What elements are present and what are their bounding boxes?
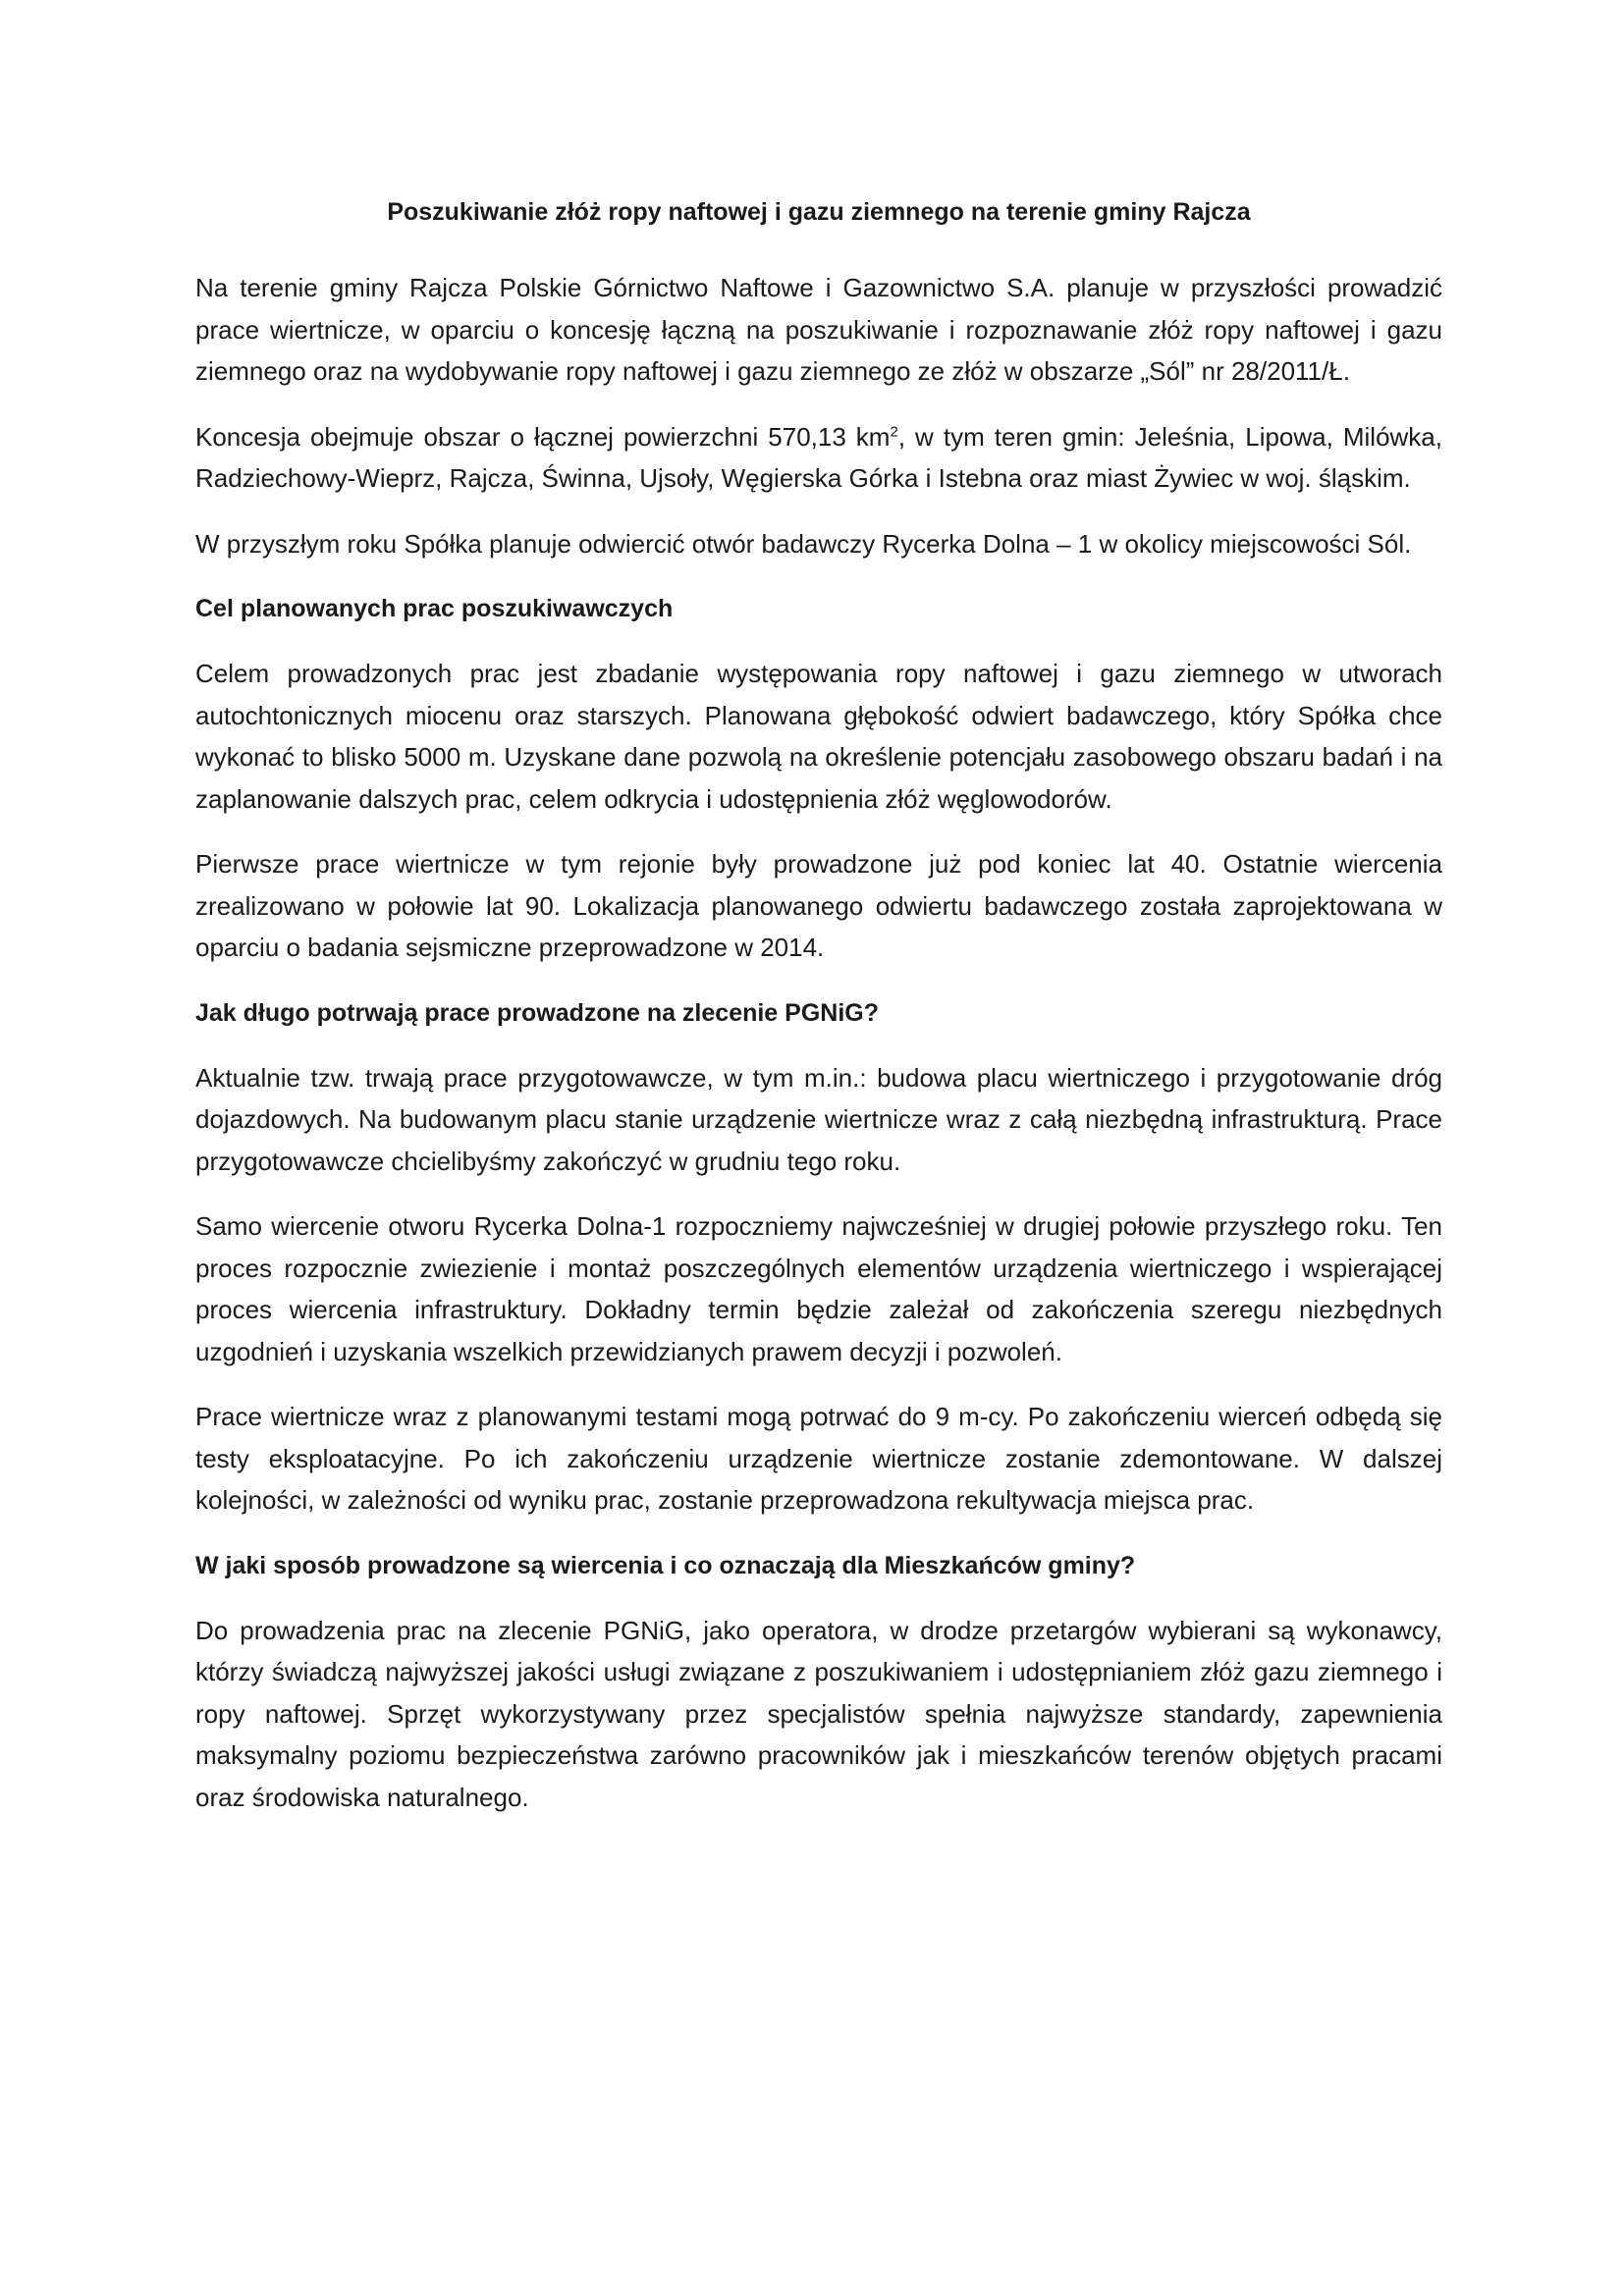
intro-paragraph-1: Na terenie gminy Rajcza Polskie Górnictwo Naftowe i Gazownictwo S.A. planuje w przyszłości prowadzić prace wiertnicze, w oparciu o koncesję łączną na poszukiwanie i rozpoznawanie złóż ropy naftowej i gazu ziemnego oraz na wydobywanie ropy naftowej i gazu ziemnego ze złóż w obszarze „Sól” nr 28/2011/Ł.	[195, 273, 1442, 386]
duration-paragraph-2: Samo wiercenie otworu Rycerka Dolna-1 rozpoczniemy najwcześniej w drugiej połowie przyszłego roku. Ten proces rozpocznie zwiezienie i montaż poszczególnych elementów urządzenia wiertniczego i wspierającej proces wiercenia infrastruktury. Dokładny termin będzie zależał od zakończenia szeregu niezbędnych uzgodnień i uzyskania wszelkich przewidzianych prawem decyzji i pozwoleń.	[195, 1211, 1442, 1366]
section-heading-goal: Cel planowanych prac poszukiwawczych	[195, 595, 674, 622]
intro-paragraph-2-text-b: , w tym teren gmin: Jeleśnia, Lipowa, Milówka, Radziechowy-Wieprz, Rajcza, Świnna, Ujsoły, Węgierska Górka i Istebna oraz miast Żywiec w woj. śląskim.	[195, 421, 1442, 493]
duration-paragraph-1: Aktualnie tzw. trwają prace przygotowawcze, w tym m.in.: budowa placu wiertniczego i przygotowanie dróg dojazdowych. Na budowanym placu stanie urządzenie wiertnicze wraz z całą niezbędną infrastrukturą. Prace przygotowawcze chcielibyśmy zakończyć w grudniu tego roku.	[195, 1062, 1442, 1176]
section-heading-method: W jaki sposób prowadzone są wiercenia i co oznaczają dla Mieszkańców gminy?	[195, 1551, 1136, 1579]
intro-paragraph-2	[195, 416, 1442, 500]
intro-paragraph-2-text-a: Koncesja obejmuje obszar o łącznej powierzchni 570,13 km	[195, 421, 891, 452]
document-page	[195, 192, 1442, 1842]
section-heading-duration: Jak długo potrwają prace prowadzone na zlecenie PGNiG?	[195, 998, 879, 1027]
goal-paragraph-2: Pierwsze prace wiertnicze w tym rejonie były prowadzone już pod koniec lat 40. Ostatnie wiercenia zrealizowano w połowie lat 90. Lokalizacja planowanego odwiertu badawczego została zaprojektowana w oparciu o badania sejsmiczne przeprowadzone w 2014.	[195, 849, 1442, 962]
duration-paragraph-3: Prace wiertnicze wraz z planowanymi testami mogą potrwać do 9 m-cy. Po zakończeniu wierceń odbędą się testy eksploatacyjne. Po ich zakończeniu urządzenie wiertnicze zostanie zdemontowane. W dalszej kolejności, w zależności od wyniku prac, zostanie przeprowadzona rekultywacja miejsca prac.	[195, 1402, 1442, 1515]
superscript-2: 2	[890, 422, 898, 440]
method-paragraph-1: Do prowadzenia prac na zlecenie PGNiG, jako operatora, w drodze przetargów wybierani są wykonawcy, którzy świadczą najwyższej jakości usługi związane z poszukiwaniem i udostępnianiem złóż gazu ziemnego i ropy naftowej. Sprzęt wykorzystywany przez specjalistów spełnia najwyższe standardy, zapewnienia maksymalny poziomu bezpieczeństwa zarówno pracowników jak i mieszkańców terenów objętych pracami oraz środowiska naturalnego.	[195, 1615, 1442, 1812]
goal-paragraph-1: Celem prowadzonych prac jest zbadanie występowania ropy naftowej i gazu ziemnego w utworach autochtonicznych miocenu oraz starszych. Planowana głębokość odwiert badawczego, który Spółka chce wykonać to blisko 5000 m. Uzyskane dane pozwolą na określenie potencjału zasobowego obszaru badań i na zaplanowanie dalszych prac, celem odkrycia i udostępnienia złóż węglowodorów.	[195, 659, 1442, 814]
document-title: Poszukiwanie złóż ropy naftowej i gazu ziemnego na terenie gminy Rajcza	[387, 198, 1251, 226]
intro-paragraph-3: W przyszłym roku Spółka planuje odwiercić otwór badawczy Rycerka Dolna – 1 w okolicy miejscowości Sól.	[195, 528, 1412, 559]
